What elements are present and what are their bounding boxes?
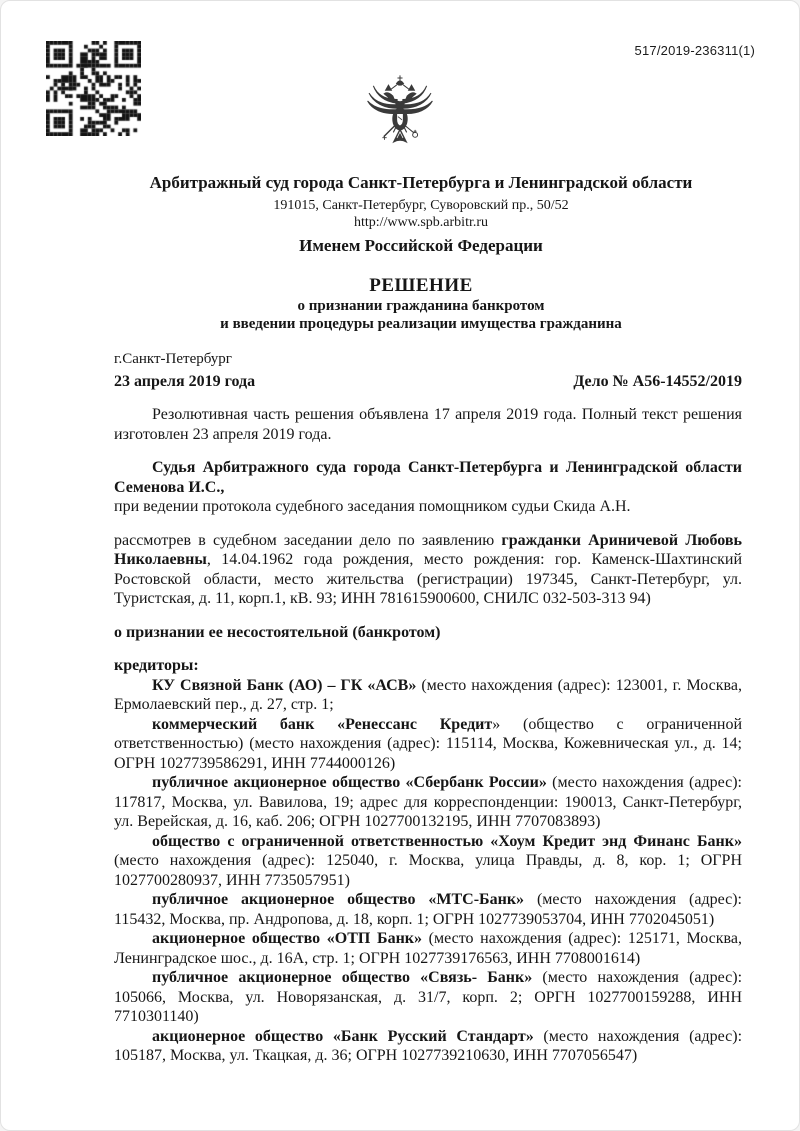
decision-subtitle-2: и введении процедуры реализации имущества гражданина: [220, 315, 622, 332]
date-case-row: [114, 372, 742, 392]
creditor-paragraph: [114, 676, 742, 715]
creditor-paragraph: [114, 715, 742, 774]
court-address: 191015, Санкт-Петербург, Суворовский пр., 50/52: [273, 197, 569, 213]
qr-code-icon: [46, 41, 141, 136]
case-review-intro: рассмотрев в судебном заседании дело по заявлению: [114, 531, 502, 549]
creditor-name: коммерческий банк «Ренессанс Кредит: [152, 715, 493, 733]
creditor-paragraph: [114, 929, 742, 968]
creditor-name: публичное акционерное общество «МТС-Банк»: [152, 891, 525, 908]
recognition-line: о признании ее несостоятельной (банкротом): [114, 623, 441, 641]
in-the-name-line: Именем Российской Федерации: [299, 235, 543, 255]
document-number: 517/2019-236311(1): [634, 43, 755, 58]
creditor-paragraph: [114, 968, 742, 1027]
creditor-paragraph: [114, 773, 742, 832]
document-header: [101, 173, 741, 333]
decision-date: 23 апреля 2019 года: [114, 372, 256, 390]
creditor-details: (место нахождения (адрес): 117817, Москва, ул. Вавилова, 19; адрес для корреспонденции: 190013, Санкт-Петербург, ул. Верейская, д. 16, каб. 206; ОГРН 1027700132195, ИНН 7707083893): [114, 774, 742, 830]
creditor-paragraph: [114, 832, 742, 891]
creditor-name: акционерное общество «Банк Русский Стандарт»: [152, 1027, 534, 1045]
creditor-paragraph: [114, 1027, 742, 1066]
creditor-name: акционерное общество «ОТП Банк»: [152, 930, 423, 947]
creditor-name: публичное акционерное общество «Сбербанк России»: [152, 774, 547, 791]
creditor-details: (место нахождения (адрес): 105066, Москва, ул. Новорязанская, д. 31/7, корп. 2; ОРГН 1027700159288, ИНН 7710301140): [114, 969, 743, 1025]
resolutive-paragraph: Резолютивная часть решения объявлена 17 апреля 2019 года. Полный текст решения изготовлен 23 апреля 2019 года.: [114, 406, 742, 443]
creditor-details: (место нахождения (адрес): 123001, г. Москва, Ермолаевский пер., д. 27, стр. 1;: [114, 676, 743, 713]
applicant-name: гражданки Ариничевой Любовь Николаевны: [114, 531, 742, 568]
creditor-paragraph: [114, 890, 742, 929]
case-review-paragraph: [114, 531, 742, 609]
decision-subtitle-1: о признании гражданина банкротом: [297, 297, 545, 314]
creditors-label: кредиторы:: [114, 657, 199, 674]
court-url: http://www.spb.arbitr.ru: [353, 214, 489, 230]
creditor-details: (место нахождения (адрес): 125040, г. Москва, улица Правды, д. 8, кор. 1; ОГРН 1027700280937, ИНН 7735057951): [114, 852, 742, 889]
creditor-details: (место нахождения (адрес): 125171, Москва, Ленинградское шос., д. 16А, стр. 1; ОГРН 1027739176563, ИНН 7708001614): [114, 930, 743, 967]
document-body: [114, 350, 742, 1066]
creditor-name: КУ Связной Банк (АО) – ГК «АСВ»: [152, 676, 417, 694]
creditor-details: » (общество с ограниченной ответственностью) (место нахождения (адрес): 115114, Москва, Кожевническая ул., д. 14; ОГРН 1027739586291, ИНН 7744000126): [114, 715, 742, 772]
decision-title: РЕШЕНИЕ: [369, 274, 473, 296]
place-line: г.Санкт-Петербург: [114, 351, 232, 367]
creditor-name: публичное акционерное общество «Связь- Банк»: [152, 969, 533, 986]
judge-paragraph: Судья Арбитражного суда города Санкт-Петербурга и Ленинградской области Семенова И.С.,: [114, 459, 742, 496]
creditor-name: общество с ограниченной ответственностью «Хоум Кредит энд Финанс Банк»: [152, 832, 742, 850]
applicant-details: , 14.04.1962 года рождения, место рождения: гор. Каменск-Шахтинский Ростовской области, место жительства (регистрации) 197345, Санкт-Петербург, ул. Туристская, д. 11, корп.1, кВ. 93; ИНН 781615900600, СНИЛС 032-503-313 94): [114, 551, 742, 607]
clerk-paragraph: при ведении протокола судебного заседания помощником судьи Скида А.Н.: [114, 498, 631, 515]
coat-of-arms-icon: [364, 73, 436, 165]
creditor-details: (место нахождения (адрес): 115432, Москва, пр. Андропова, д. 18, корп. 1; ОГРН 1027739053704, ИНН 7702045051): [114, 891, 743, 928]
creditor-details: (место нахождения (адрес): 105187, Москва, ул. Ткацкая, д. 36; ОГРН 1027739210630, ИНН 7707056547): [114, 1027, 743, 1064]
court-name: Арбитражный суд города Санкт-Петербурга и Ленинградской области: [149, 173, 693, 192]
case-number: Дело № А56-14552/2019: [573, 372, 742, 390]
